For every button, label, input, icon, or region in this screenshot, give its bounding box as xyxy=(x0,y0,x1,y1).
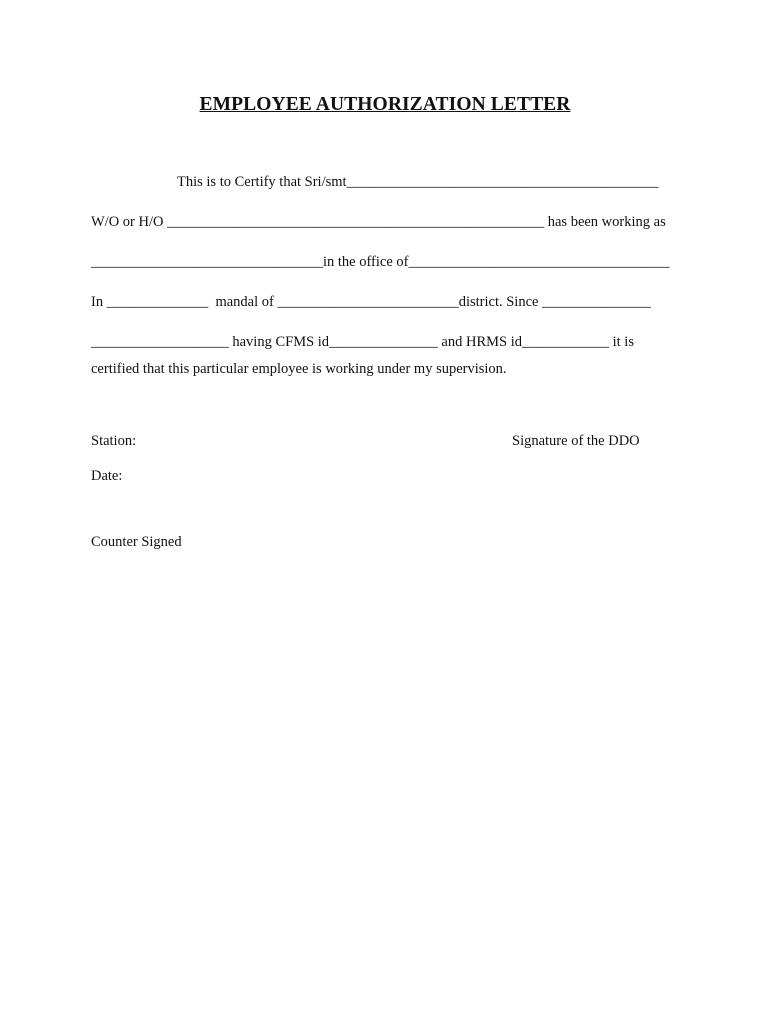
counter-signed-label: Counter Signed xyxy=(91,534,182,550)
station-label: Station: xyxy=(91,433,137,449)
certify-line: This is to Certify that Sri/smt___________________________________________ xyxy=(177,174,659,190)
cfms-hrms-line: ___________________ having CFMS id_______________ and HRMS id____________ it is xyxy=(91,334,634,350)
mandal-line: In ______________ mandal of _________________________district. Since _______________ xyxy=(91,294,651,310)
office-line: ________________________________in the office of____________________________________ xyxy=(91,254,670,270)
date-label: Date: xyxy=(91,468,123,484)
certified-line: certified that this particular employee is working under my supervision. xyxy=(91,361,507,377)
wo-ho-line: W/O or H/O ____________________________________________________ has been working as xyxy=(91,214,666,230)
signature-label: Signature of the DDO xyxy=(512,433,640,449)
document-title: EMPLOYEE AUTHORIZATION LETTER xyxy=(199,94,571,115)
